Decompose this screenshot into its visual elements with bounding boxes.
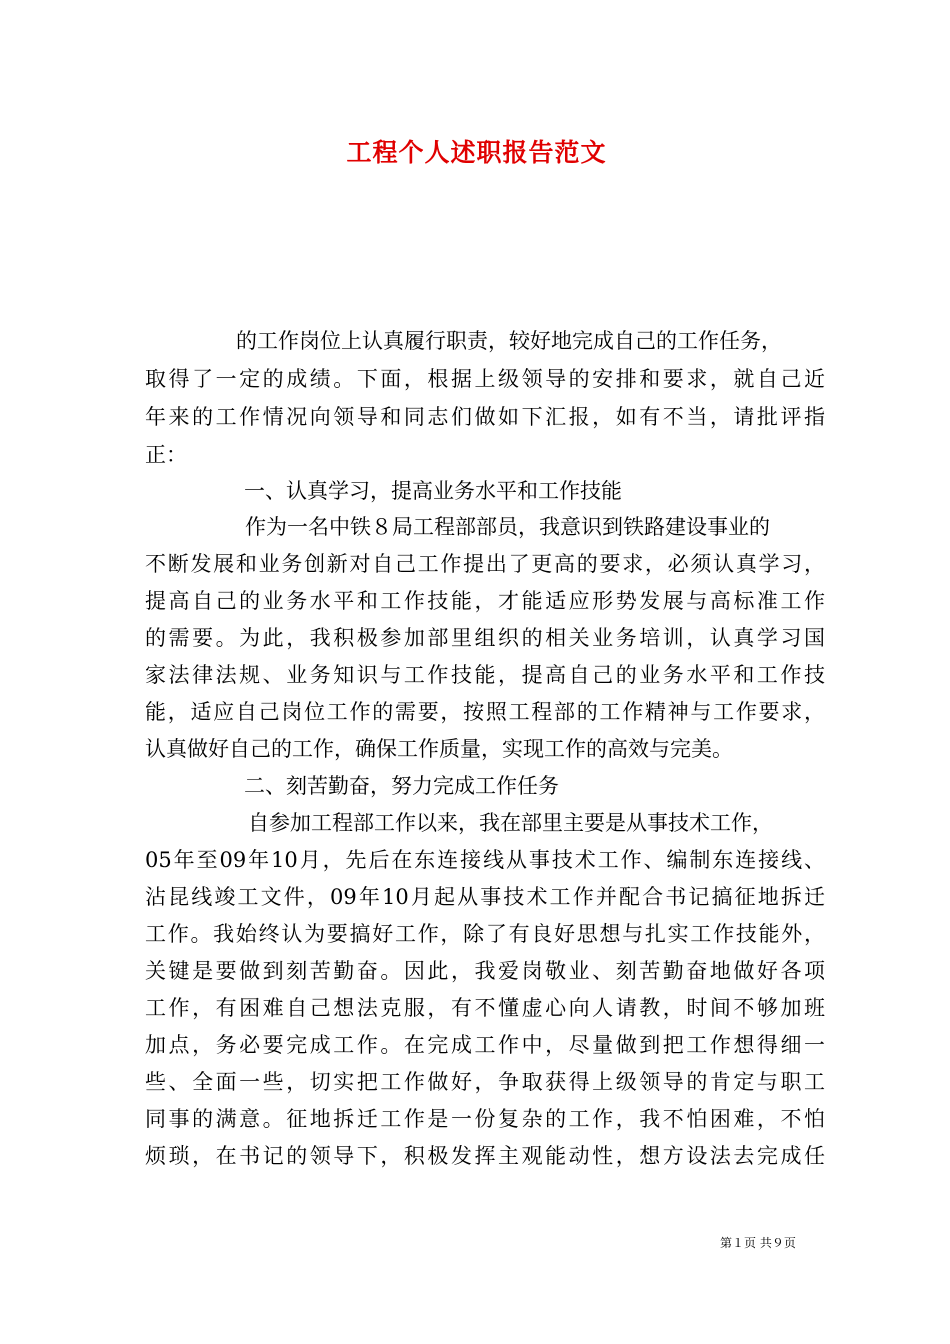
paragraph-line: 作为一名中铁８局工程部部员，我意识到铁路建设事业的 (245, 515, 770, 539)
paragraph-line: 自参加工程部工作以来，我在部里主要是从事技术工作， (248, 811, 773, 835)
paragraph-line: 的工作岗位上认真履行职责，较好地完成自己的工作任务， (236, 329, 782, 353)
document-title: 工程个人述职报告范文 (346, 138, 607, 167)
paragraph-line: 正： (145, 443, 187, 467)
page-number: 第１页 共９页 (720, 1236, 796, 1250)
paragraph-line: 认真做好自己的工作，确保工作质量，实现工作的高效与完美。 (145, 737, 733, 761)
paragraph-line: 同事的满意。征地拆迁工作是一份复杂的工作，我不怕困难，不怕 (145, 1107, 825, 1131)
paragraph-line: 家法律法规、业务知识与工作技能，提高自己的业务水平和工作技 (145, 663, 825, 687)
paragraph-line: 年来的工作情况向领导和同志们做如下汇报，如有不当，请批评指 (145, 405, 825, 429)
paragraph-line: 加点，务必要完成工作。在完成工作中，尽量做到把工作想得细一 (145, 1033, 825, 1057)
section-heading: 一、认真学习，提高业务水平和工作技能 (244, 479, 622, 503)
paragraph-line: 烦琐，在书记的领导下，积极发挥主观能动性，想方设法去完成任 (145, 1144, 825, 1168)
paragraph-line: 05年至09年10月，先后在东连接线从事技术工作、编制东连接线、 (145, 848, 825, 872)
paragraph-line: 工作。我始终认为要搞好工作，除了有良好思想与扎实工作技能外， (145, 922, 825, 946)
paragraph-line: 工作，有困难自己想法克服，有不懂虚心向人请教，时间不够加班 (145, 996, 825, 1020)
paragraph-line: 提高自己的业务水平和工作技能，才能适应形势发展与高标准工作 (145, 589, 825, 613)
paragraph-line: 沾昆线竣工文件，09年10月起从事技术工作并配合书记搞征地拆迁 (145, 885, 825, 909)
paragraph-line: 关键是要做到刻苦勤奋。因此，我爱岗敬业、刻苦勤奋地做好各项 (145, 959, 825, 983)
section-heading: 二、刻苦勤奋，努力完成工作任务 (244, 774, 559, 798)
paragraph-line: 的需要。为此，我积极参加部里组织的相关业务培训，认真学习国 (145, 626, 825, 650)
paragraph-line: 些、全面一些，切实把工作做好，争取获得上级领导的肯定与职工 (145, 1070, 825, 1094)
paragraph-line: 不断发展和业务创新对自己工作提出了更高的要求，必须认真学习， (145, 552, 825, 576)
paragraph-line: 能，适应自己岗位工作的需要，按照工程部的工作精神与工作要求， (145, 700, 825, 724)
paragraph-line: 取得了一定的成绩。下面，根据上级领导的安排和要求，就自己近 (145, 367, 825, 391)
